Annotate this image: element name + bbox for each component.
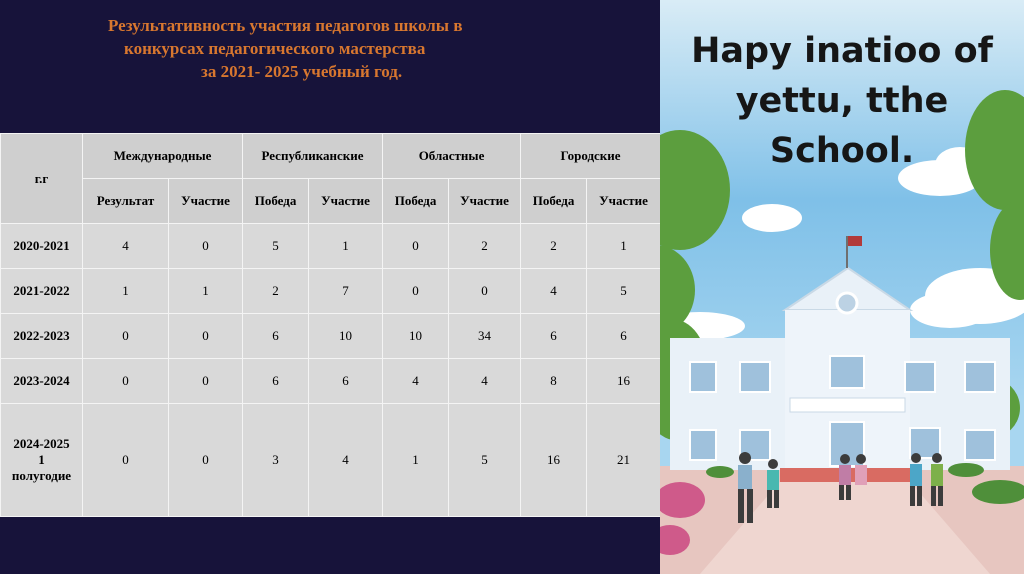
table-cell: 5	[587, 269, 661, 314]
row-year-line: 1	[38, 452, 45, 467]
table-cell: 0	[83, 404, 169, 517]
subheader: Участие	[309, 179, 383, 224]
title-line-1: Результативность участия педагогов школы в	[108, 16, 463, 35]
group-header-republican: Республиканские	[243, 134, 383, 179]
school-illustration	[660, 0, 1024, 574]
subheader: Результат	[83, 179, 169, 224]
table-cell: 0	[169, 314, 243, 359]
table-cell: 5	[449, 404, 521, 517]
subheader: Победа	[521, 179, 587, 224]
table-cell: 21	[587, 404, 661, 517]
group-header-city: Городские	[521, 134, 661, 179]
table-cell: 1	[587, 224, 661, 269]
table-cell: 2	[521, 224, 587, 269]
subheader: Победа	[243, 179, 309, 224]
table-cell: 1	[309, 224, 383, 269]
table-header-row	[1, 134, 661, 179]
table-row	[1, 359, 661, 404]
subheader: Участие	[169, 179, 243, 224]
table-cell: 0	[83, 359, 169, 404]
image-caption-line-1: Hapy inatioo of	[691, 31, 993, 71]
table-cell: 2	[243, 269, 309, 314]
table-cell: 4	[521, 269, 587, 314]
table-cell: 0	[169, 224, 243, 269]
table-cell: 4	[449, 359, 521, 404]
group-header-regional: Областные	[383, 134, 521, 179]
table-cell: 6	[309, 359, 383, 404]
row-year: 2023-2024	[1, 359, 83, 404]
table-cell: 0	[383, 224, 449, 269]
table-cell: 7	[309, 269, 383, 314]
table-cell: 6	[587, 314, 661, 359]
row-year: 2022-2023	[1, 314, 83, 359]
subheader: Победа	[383, 179, 449, 224]
table-cell: 0	[449, 269, 521, 314]
table-cell: 0	[383, 269, 449, 314]
row-year-line: 2024-2025	[13, 436, 70, 451]
table-cell: 16	[521, 404, 587, 517]
subheader: Участие	[449, 179, 521, 224]
row-year: 2021-2022	[1, 269, 83, 314]
table-row	[1, 314, 661, 359]
image-caption-line-2: yettu, tthe School.	[735, 81, 949, 171]
table-cell: 10	[383, 314, 449, 359]
slide-title	[0, 14, 660, 83]
table-cell: 5	[243, 224, 309, 269]
table-cell: 1	[383, 404, 449, 517]
table-cell: 3	[243, 404, 309, 517]
table-cell: 0	[169, 404, 243, 517]
table-cell: 16	[587, 359, 661, 404]
row-year: 2020-2021	[1, 224, 83, 269]
table-subheader-row	[1, 179, 661, 224]
table-row	[1, 224, 661, 269]
year-header: г.г	[1, 134, 83, 224]
image-caption	[660, 26, 1024, 176]
table-cell: 6	[521, 314, 587, 359]
group-header-international: Международные	[83, 134, 243, 179]
table-cell: 2	[449, 224, 521, 269]
table-cell: 1	[83, 269, 169, 314]
table-cell: 8	[521, 359, 587, 404]
table-cell: 6	[243, 314, 309, 359]
table-cell: 4	[83, 224, 169, 269]
table-cell: 0	[169, 359, 243, 404]
table-cell: 4	[309, 404, 383, 517]
table-cell: 34	[449, 314, 521, 359]
table-row	[1, 269, 661, 314]
table-cell: 1	[169, 269, 243, 314]
row-year-line: полугодие	[11, 468, 72, 483]
title-line-3: за 2021- 2025 учебный год.	[201, 62, 403, 81]
row-year	[1, 404, 83, 517]
table-cell: 4	[383, 359, 449, 404]
title-line-2: конкурсах педагогического мастерства	[124, 39, 426, 58]
table-cell: 0	[83, 314, 169, 359]
table-cell: 10	[309, 314, 383, 359]
table-row	[1, 404, 661, 517]
results-table	[0, 133, 661, 517]
subheader: Участие	[587, 179, 661, 224]
table-cell: 6	[243, 359, 309, 404]
